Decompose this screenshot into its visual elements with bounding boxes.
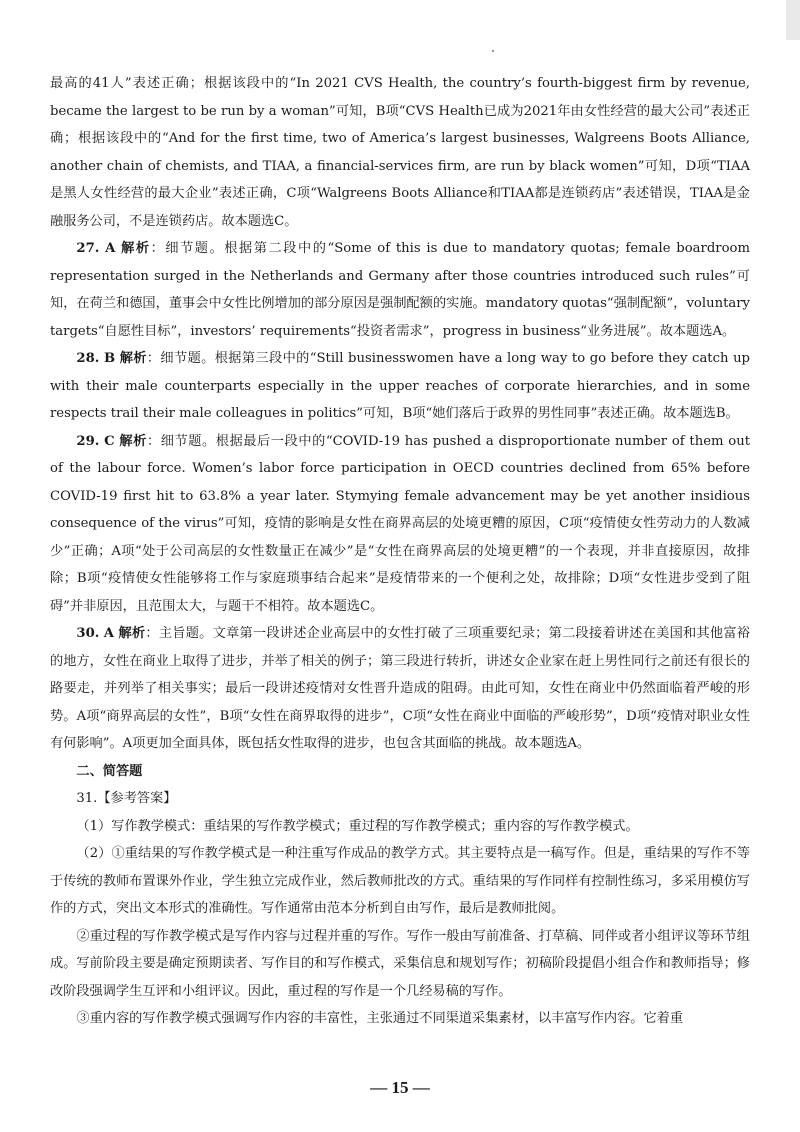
answer-part-2-item-2: ②重过程的写作教学模式是写作内容与过程并重的写作。写作一般由写前准备、打草稿、同伴或者小组评议等环节组成。写前阶段主要是确定预期读者、写作目的和写作模式，采集信息和规划写作；初稿阶段提倡小组合作和教师指导；修改阶段强调学生互评和小组评议。因此，重过程的写作是一个几经易稿的写作。 — [50, 928, 750, 999]
explanation-text: ：细节题。根据第三段中的“Still businesswomen have a long way to go before they catch up with their male counterparts especially in the upper reaches of corporate hierarchies, and in some respects trail their male colleagues in politics”可知，B项“她们落后于政界的男性同事”表述正确。故本题选B。 — [50, 351, 751, 421]
answer-letter: B — [103, 351, 116, 366]
document-body — [50, 70, 750, 1033]
explanation-label: 解析 — [121, 241, 151, 256]
question-number: 28. — [76, 351, 100, 366]
section-heading: 二、简答题 — [76, 763, 143, 779]
answer-letter: C — [104, 433, 115, 449]
question-28-explanation — [50, 345, 750, 428]
question-31-heading: 31.【参考答案】 — [76, 791, 177, 806]
scan-edge-mark — [786, 0, 800, 40]
paragraph-continuation: 最高的41人”表述正确；根据该段中的“In 2021 CVS Health, the country’s fourth-biggest firm by revenue, became the largest to be run by a woman”可知，B项“CVS Health已成为2021年由女性经营的最大公司”表述正确；根据该段中的“And for the first time, two of America’s largest businesses, Walgreens Boots Alliance, another chain of chemists, and TIAA, a financial-services firm, are run by black women”可知，D项“TIAA是黑人女性经营的最大企业”表述正确，C项“Walgreens Boots Alliance和TIAA都是连锁药店”表述错误，TIAA是金融服务公司，不是连锁药店。故本题选C。 — [50, 76, 750, 229]
question-27-explanation — [50, 235, 750, 345]
question-29-explanation — [50, 428, 750, 621]
explanation-label: 解析 — [118, 626, 146, 641]
answer-part-2-item-1: （2）①重结果的写作教学模式是一种注重写作成品的教学方式。其主要特点是一稿写作。但是，重结果的写作不等于传统的教师布置课外作业，学生独立完成作业，然后教师批改的方式。重结果的写作同样有控制性练习，多采用模仿写作的方式，突出文本形式的准确性。写作通常由范本分析到自由写作，最后是教师批阅。 — [50, 846, 750, 916]
question-number: 30. — [76, 626, 100, 641]
answer-part-2-item-3: ③重内容的写作教学模式强调写作内容的丰富性，主张通过不同渠道采集素材，以丰富写作内容。它着重 — [76, 1011, 684, 1026]
answer-letter: A — [103, 626, 115, 641]
scan-speck — [492, 50, 494, 52]
explanation-text: ：主旨题。文章第一段讲述企业高层中的女性打破了三项重要纪录；第二段接着讲述在美国和其他富裕的地方，女性在商业上取得了进步，并举了相关的例子；第三段进行转折，讲述女企业家在赶上男性同行之前还有很长的路要走，并列举了相关事实；最后一段讲述疫情对女性晋升造成的阻碍。由此可知，女性在商业中仍然面临着严峻的形势。A项“商界高层的女性”，B项“女性在商界取得的进步”，C项“女性在商业中面临的严峻形势”，D项“疫情对职业女性有何影响”。A项更加全面具体，既包括女性取得的进步，也包含其面临的挑战。故本题选A。 — [50, 626, 750, 751]
question-number: 29. — [76, 433, 100, 449]
question-30-explanation — [50, 620, 750, 758]
answer-part-1: （1）写作教学模式：重结果的写作教学模式；重过程的写作教学模式；重内容的写作教学模式。 — [76, 818, 639, 834]
explanation-label: 解析 — [119, 351, 147, 366]
question-number: 27. — [76, 241, 100, 256]
explanation-text: ：细节题。根据第二段中的“Some of this is due to mandatory quotas; female boardroom representation surged in the Netherlands and Germany after those countries introduced such rules”可知，在荷兰和德国，董事会中女性比例增加的部分原因是强制配额的实施。mandatory quotas“强制配额”，voluntary targets“自愿性目标”，investors’ requirements“投资者需求”，progress in business“业务进展”。故本题选A。 — [50, 241, 750, 339]
page-number: — 15 — — [370, 1078, 430, 1097]
explanation-text: ：细节题。根据最后一段中的“COVID-19 has pushed a disproportionate number of them out of the labour force. Women’s labor force participation in OECD countries declined from 65% before COVID-19 first hit to 63.8% a year later. Stymying female advancement may be yet another insidious consequence of the virus”可知，疫情的影响是女性在商界高层的处境更糟的原因，C项“疫情使女性劳动力的人数减少”正确；A项“处于公司高层的女性数量正在减少”是“女性在商界高层的处境更糟”的一个表现，并非直接原因，故排除；B项“疫情使女性能够将工作与家庭琐事结合起来”是疫情带来的一个便利之处，故排除；D项“女性进步受到了阻碍”并非原因，且范围太大，与题干不相符。故本题选C。 — [50, 433, 751, 614]
answer-letter: A — [105, 241, 116, 256]
explanation-label: 解析 — [119, 433, 147, 449]
